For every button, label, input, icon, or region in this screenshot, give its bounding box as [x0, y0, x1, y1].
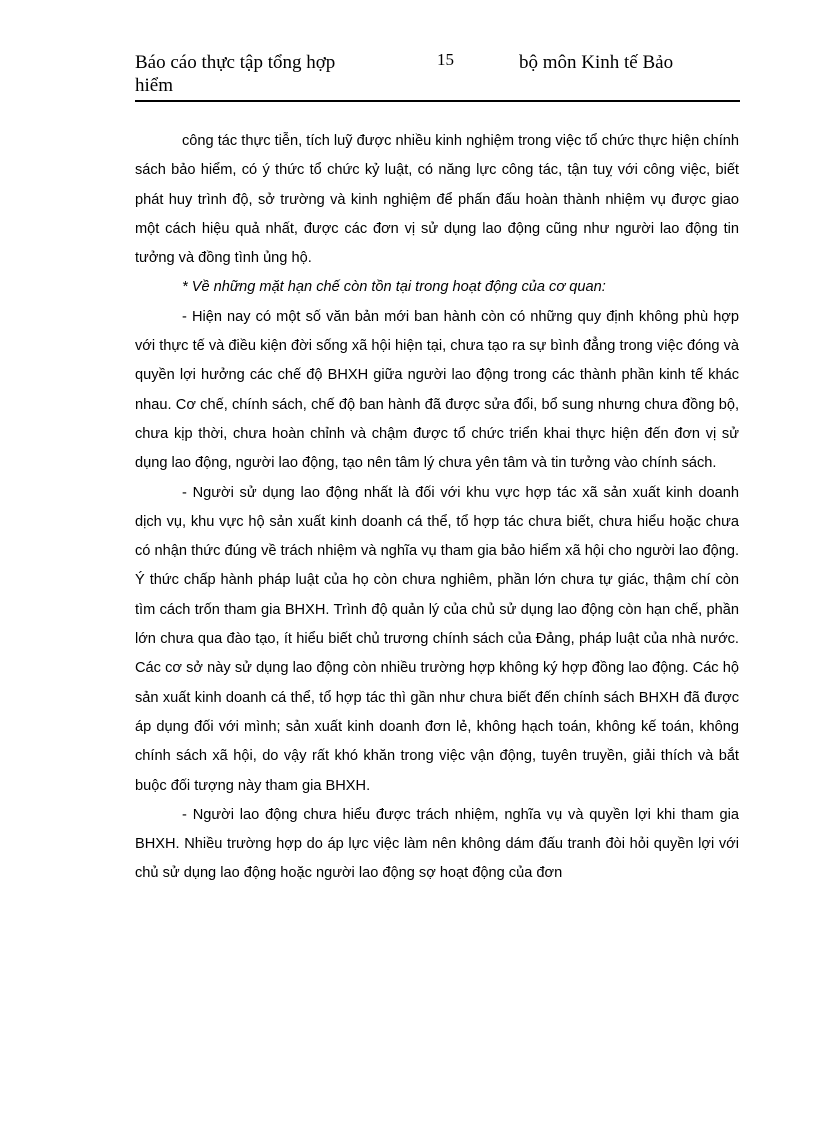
paragraph-workers: - Người lao động chưa hiểu được trách nhiệm, nghĩa vụ và quyền lợi khi tham gia BHXH. Nhiều trường hợp do áp lực việc làm nên không dám đấu tranh đòi hỏi quyền lợi với chủ sử dụng lao động hoặc người lao động sợ hoạt động của đơn: [135, 806, 739, 882]
page-header: [135, 48, 740, 102]
page-number: 15: [437, 50, 454, 69]
paragraph-continuation: công tác thực tiễn, tích luỹ được nhiều kinh nghiệm trong việc tổ chức thực hiện chính sách bảo hiểm, có ý thức tổ chức kỷ luật, có năng lực công tác, tận tuỵ với công việc, biết phát huy trình độ, sở trường và kinh nghiệm để phấn đấu hoàn thành nhiệm vụ được giao một cách hiệu quả nhất, được các đơn vị sử dụng lao động cũng như người lao động tin tưởng và đồng tình ủng hộ.: [135, 133, 739, 267]
report-title: Báo cáo thực tập tổng hợp hiểm: [135, 52, 336, 96]
paragraph-regulations: - Hiện nay có một số văn bản mới ban hành còn có những quy định không phù hợp với thực tế và điều kiện đời sống xã hội hiện tại, chưa tạo ra sự bình đẳng trong việc đóng và quyền lợi hưởng các chế độ BHXH giữa người lao động trong các thành phần kinh tế khác nhau. Cơ chế, chính sách, chế độ ban hành đã được sửa đổi, bổ sung nhưng chưa đồng bộ, chưa kịp thời, chưa hoàn chỉnh và chậm được tổ chức triển khai thực hiện đến đơn vị sử dụng lao động, người lao động, tạo nên tâm lý chưa yên tâm và tin tưởng vào chính sách.: [135, 308, 739, 472]
document-body: [135, 127, 739, 889]
section-heading-limitations: * Về những mặt hạn chế còn tồn tại trong hoạt động của cơ quan:: [182, 279, 606, 296]
department-title: bộ môn Kinh tế Bảo: [519, 52, 674, 73]
paragraph-employers: - Người sử dụng lao động nhất là đối với khu vực hợp tác xã sản xuất kinh doanh dịch vụ, khu vực hộ sản xuất kinh doanh cá thể, tổ hợp tác chưa biết, chưa hiểu hoặc chưa có nhận thức đúng về trách nhiệm và nghĩa vụ tham gia bảo hiểm xã hội cho người lao động. Ý thức chấp hành pháp luật của họ còn chưa nghiêm, phần lớn chưa tự giác, thậm chí còn tìm cách trốn tham gia BHXH. Trình độ quản lý của chủ sử dụng lao động còn hạn chế, phần lớn chưa qua đào tạo, ít hiểu biết chủ trương chính sách của Đảng, pháp luật của nhà nước. Các cơ sở này sử dụng lao động còn nhiều trường hợp không ký hợp đồng lao động. Các hộ sản xuất kinh doanh cá thể, tổ hợp tác thì gần như chưa biết đến chính sách BHXH đã được áp dụng đối với mình; sản xuất kinh doanh đơn lẻ, không hạch toán, không kế toán, không chính sách xã hội, do vậy rất khó khăn trong việc vận động, tuyên truyền, giải thích và bắt buộc đối tượng này tham gia BHXH.: [135, 484, 739, 794]
